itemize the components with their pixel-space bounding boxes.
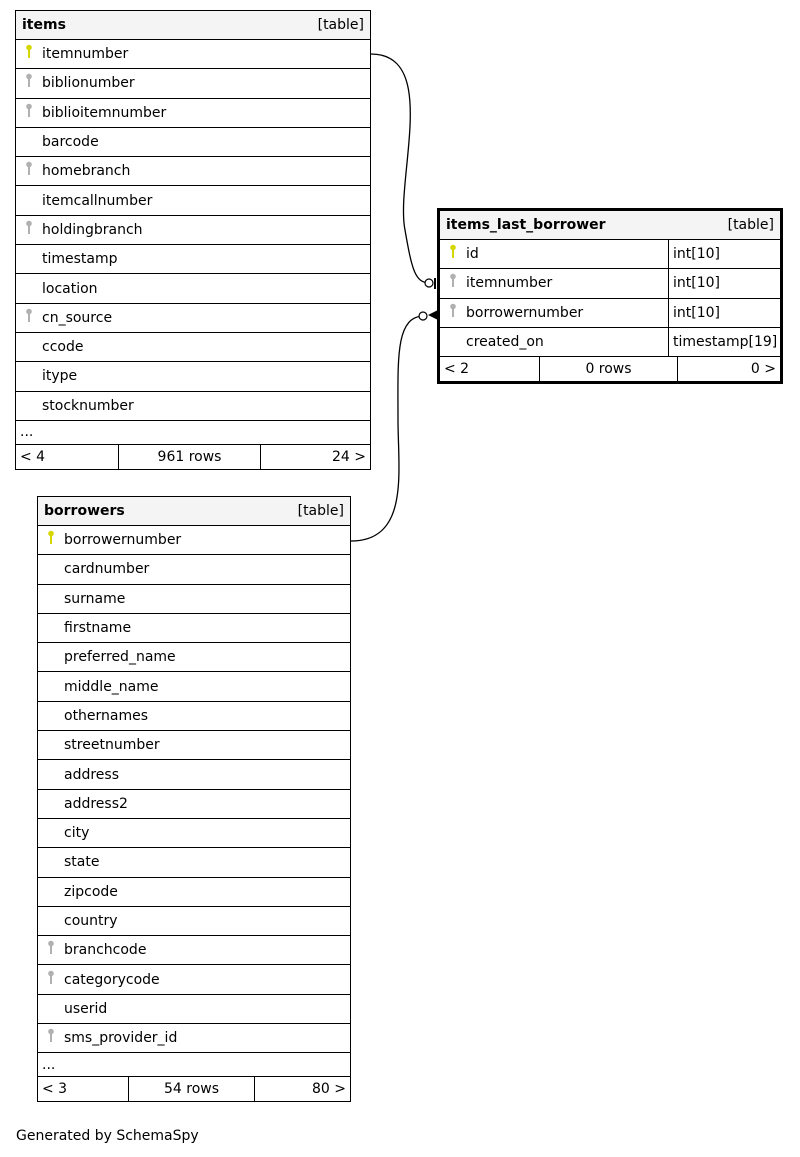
foreign-key-icon: [25, 103, 33, 123]
foreign-key-icon: [449, 273, 457, 293]
table-footer: [16, 445, 370, 469]
table-header: [38, 497, 350, 526]
column-row[interactable]: [38, 848, 350, 877]
table-footer: [440, 357, 780, 381]
column-name: borrowernumber: [64, 532, 182, 549]
foreign-key-icon: [25, 220, 33, 240]
column-row[interactable]: [38, 614, 350, 643]
table-name: borrowers: [44, 503, 125, 519]
column-row[interactable]: [16, 362, 370, 391]
column-name: country: [64, 913, 118, 929]
column-name: zipcode: [64, 883, 118, 900]
children-link[interactable]: 0 >: [750, 361, 776, 378]
column-row[interactable]: [16, 304, 370, 333]
primary-key-icon: [25, 44, 33, 64]
edge-items-to-items-last-borrower: [371, 54, 430, 283]
column-name: timestamp: [42, 251, 118, 268]
table-name: items: [22, 17, 66, 33]
column-row[interactable]: [38, 526, 350, 555]
column-name: sms_provider_id: [64, 1030, 178, 1047]
column-row[interactable]: [16, 128, 370, 157]
column-name: firstname: [64, 620, 132, 637]
column-row[interactable]: [16, 99, 370, 128]
column-row[interactable]: [38, 965, 350, 994]
column-name: homebranch: [42, 163, 131, 180]
column-row[interactable]: [440, 240, 780, 269]
table-type: [table]: [317, 17, 364, 33]
column-row[interactable]: [16, 216, 370, 245]
children-link[interactable]: 24 >: [332, 448, 366, 465]
foreign-key-icon: [25, 73, 33, 93]
table-items-last-borrower[interactable]: [437, 208, 783, 384]
column-name: userid: [64, 1000, 108, 1017]
column-name: cn_source: [42, 309, 113, 326]
column-name: othernames: [64, 707, 149, 724]
foreign-key-icon: [25, 161, 33, 181]
column-row[interactable]: [38, 995, 350, 1024]
table-type: [table]: [727, 217, 774, 233]
foreign-key-icon: [47, 940, 55, 960]
table-type: [table]: [297, 503, 344, 519]
column-name: location: [42, 280, 98, 297]
parents-link[interactable]: < 4: [16, 445, 119, 469]
foreign-key-icon: [449, 303, 457, 323]
column-type: int[10]: [668, 240, 780, 268]
table-footer: [38, 1077, 350, 1101]
column-row[interactable]: [440, 299, 780, 328]
parents-link[interactable]: < 3: [38, 1077, 129, 1101]
primary-key-icon: [47, 530, 55, 550]
column-name: itemcallnumber: [42, 192, 153, 209]
row-count: 54 rows: [129, 1077, 255, 1101]
column-row[interactable]: [38, 760, 350, 789]
column-name: borrowernumber: [466, 304, 584, 321]
column-row[interactable]: [38, 907, 350, 936]
children-link[interactable]: 80 >: [312, 1081, 346, 1098]
row-count: 961 rows: [119, 445, 261, 469]
more-columns[interactable]: ...: [38, 1053, 350, 1077]
column-row[interactable]: [38, 819, 350, 848]
column-row[interactable]: [38, 585, 350, 614]
column-row[interactable]: [16, 186, 370, 215]
edge-borrowers-zero-marker: [419, 312, 427, 320]
column-row[interactable]: [440, 269, 780, 298]
column-row[interactable]: [16, 69, 370, 98]
edge-items-zero-marker: [425, 279, 433, 287]
column-row[interactable]: [38, 702, 350, 731]
column-row[interactable]: [38, 731, 350, 760]
column-name: ccode: [42, 339, 84, 356]
column-name: holdingbranch: [42, 221, 143, 238]
column-row[interactable]: [38, 936, 350, 965]
table-name: items_last_borrower: [446, 217, 606, 233]
column-row[interactable]: [440, 328, 780, 357]
more-columns[interactable]: ...: [16, 421, 370, 445]
column-name: state: [64, 854, 100, 871]
row-count: 0 rows: [540, 357, 678, 381]
column-name: biblioitemnumber: [42, 104, 167, 121]
table-header: [16, 11, 370, 40]
column-name: created_on: [466, 334, 544, 351]
column-row[interactable]: [16, 274, 370, 303]
table-header: [440, 211, 780, 240]
column-name: categorycode: [64, 971, 160, 988]
column-row[interactable]: [38, 643, 350, 672]
table-items[interactable]: [15, 10, 371, 470]
column-row[interactable]: [16, 392, 370, 421]
foreign-key-icon: [47, 970, 55, 990]
column-row[interactable]: [16, 40, 370, 69]
column-name: cardnumber: [64, 561, 150, 578]
column-name: city: [64, 825, 90, 842]
table-borrowers[interactable]: [37, 496, 351, 1102]
column-name: address2: [64, 795, 128, 812]
foreign-key-icon: [25, 308, 33, 328]
column-name: biblionumber: [42, 75, 135, 92]
foreign-key-icon: [47, 1028, 55, 1048]
column-name: preferred_name: [64, 649, 176, 666]
credit-text: Generated by SchemaSpy: [16, 1128, 199, 1144]
column-name: middle_name: [64, 678, 159, 695]
column-name: stocknumber: [42, 397, 134, 414]
primary-key-icon: [449, 244, 457, 264]
column-row[interactable]: [16, 245, 370, 274]
column-name: id: [466, 246, 479, 263]
column-name: itemnumber: [466, 275, 553, 292]
column-name: itemnumber: [42, 46, 129, 63]
column-type: timestamp[19]: [668, 328, 780, 356]
column-type: int[10]: [668, 299, 780, 327]
column-row[interactable]: [16, 333, 370, 362]
column-name: streetnumber: [64, 737, 160, 754]
column-row[interactable]: [38, 555, 350, 584]
column-row[interactable]: [38, 878, 350, 907]
column-name: barcode: [42, 134, 99, 151]
column-row[interactable]: [16, 157, 370, 186]
column-row[interactable]: [38, 672, 350, 701]
column-row[interactable]: [38, 790, 350, 819]
column-name: itype: [42, 368, 78, 385]
column-name: branchcode: [64, 942, 147, 959]
column-name: surname: [64, 590, 126, 607]
column-name: address: [64, 766, 120, 783]
column-row[interactable]: [38, 1024, 350, 1053]
parents-link[interactable]: < 2: [440, 357, 540, 381]
column-type: int[10]: [668, 269, 780, 297]
